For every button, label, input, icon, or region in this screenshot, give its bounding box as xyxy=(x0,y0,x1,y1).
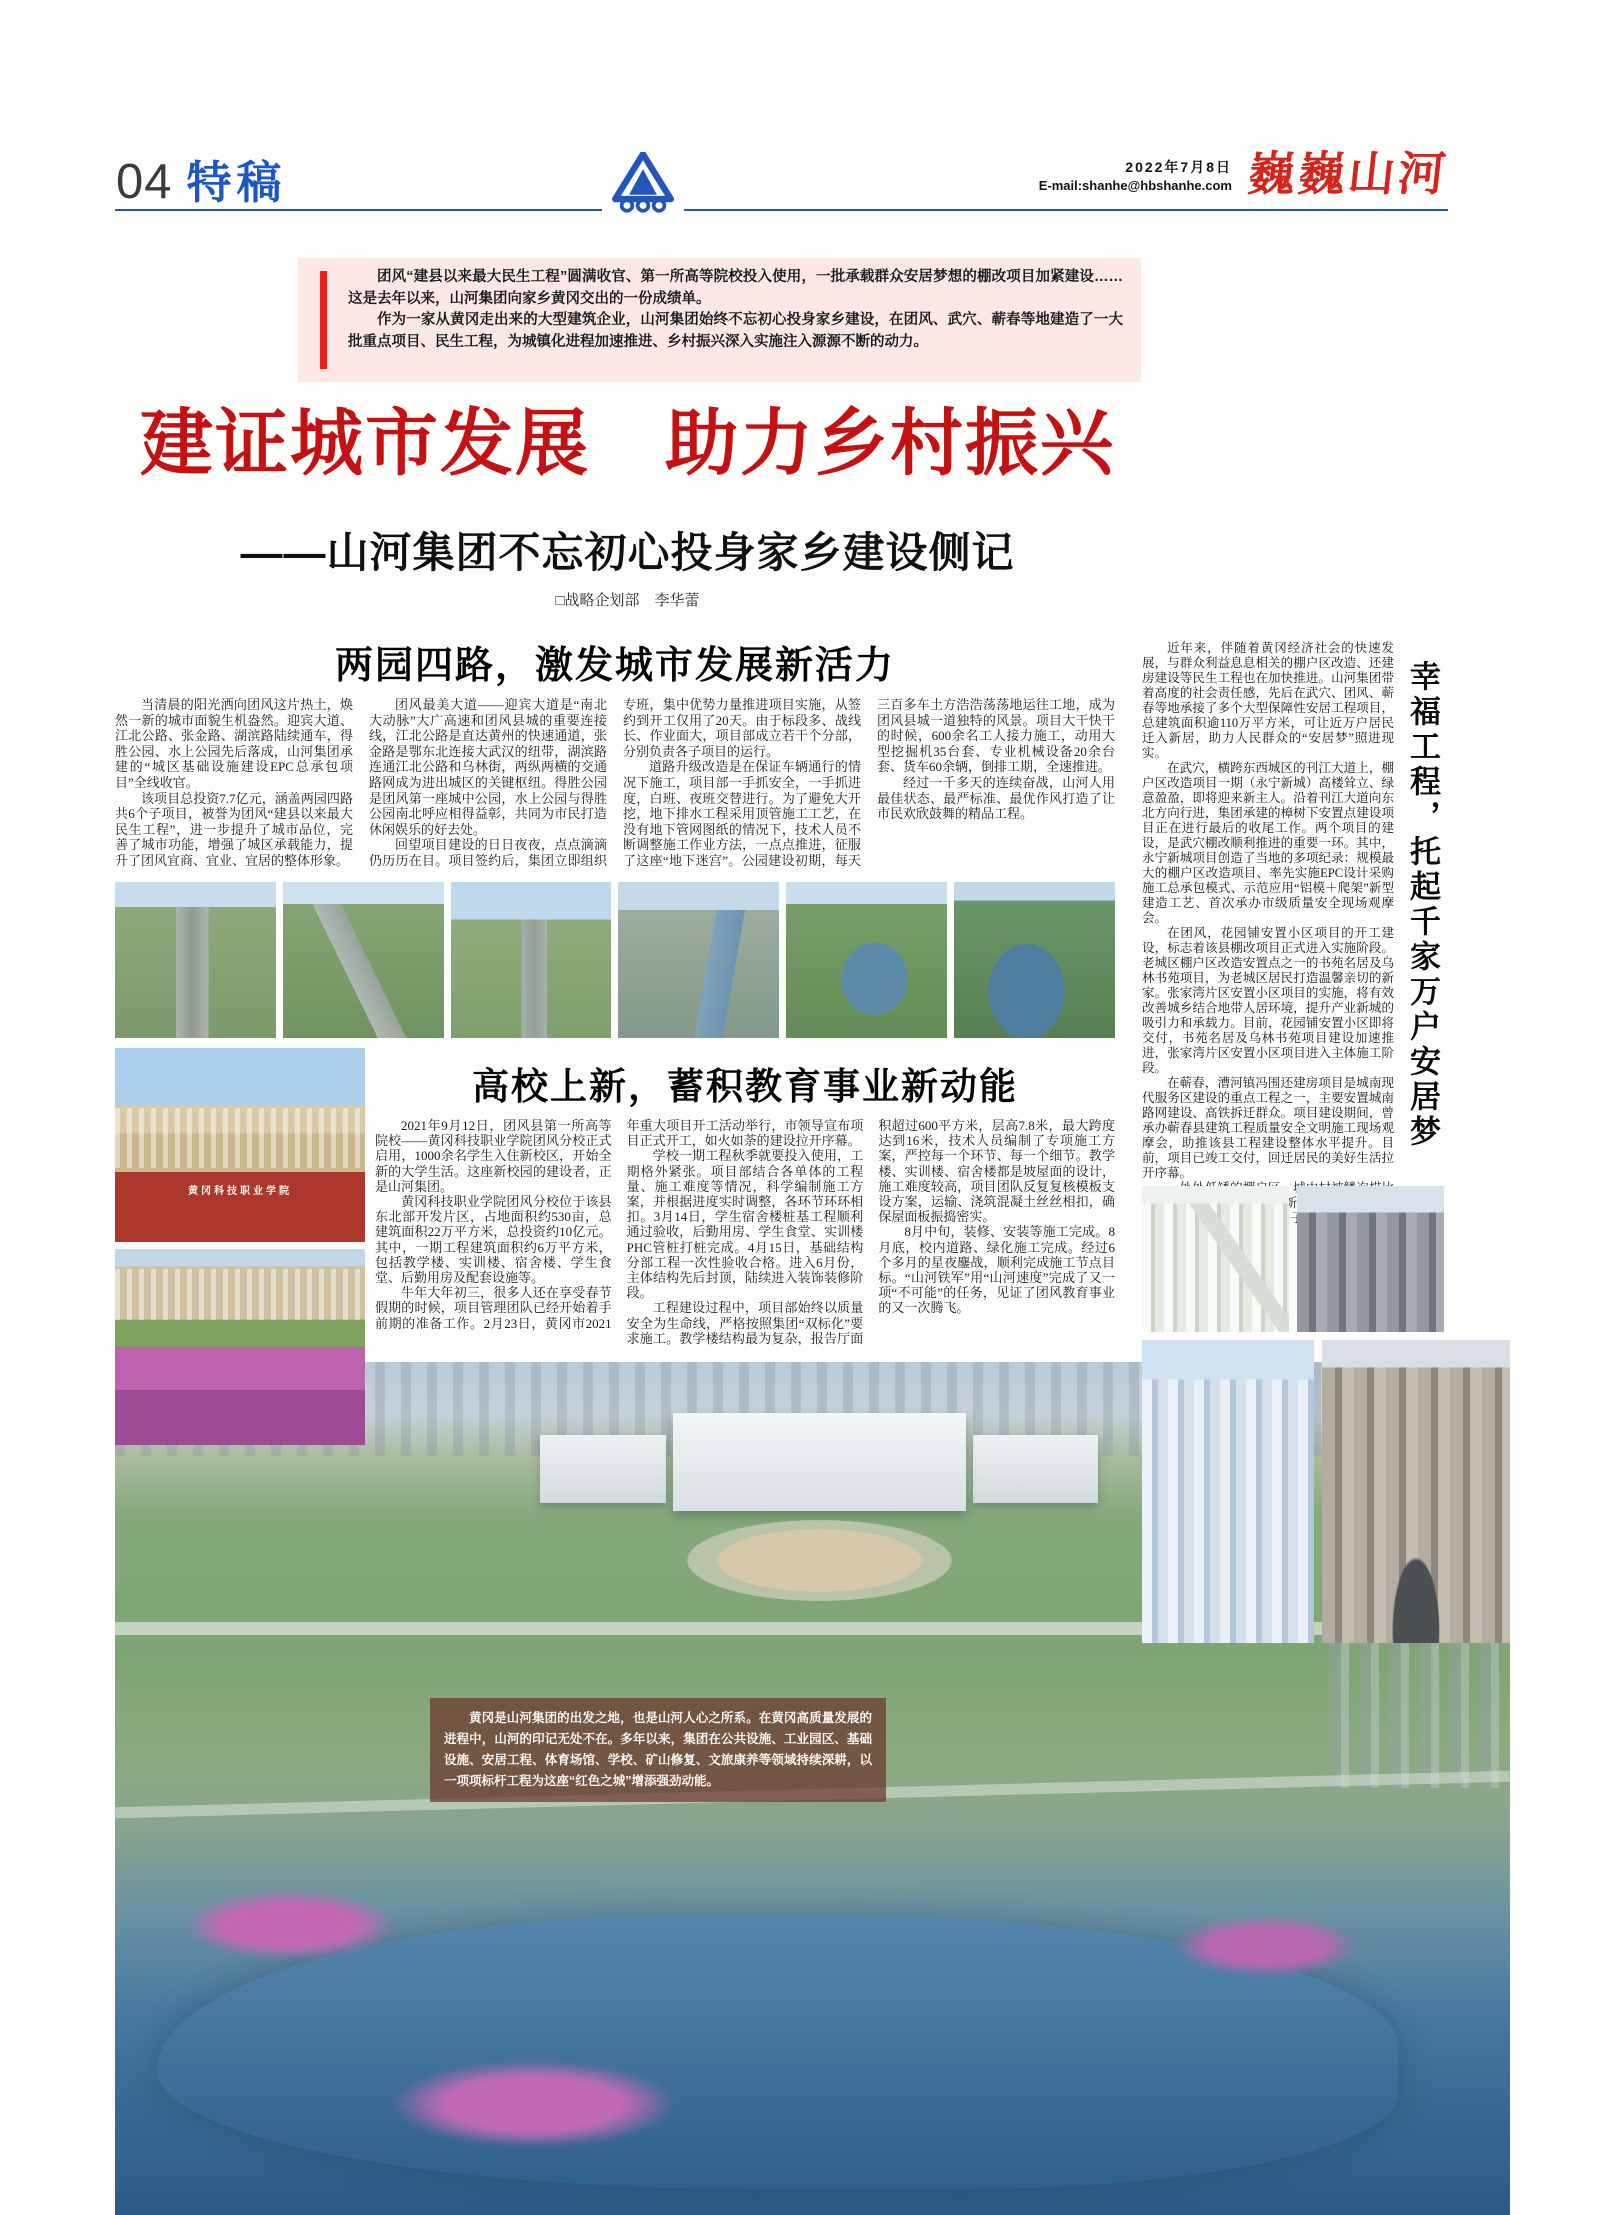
buildings-gate-photo xyxy=(1322,1340,1510,1643)
sidebar-photo-row xyxy=(1142,1186,1444,1332)
masthead: 巍巍山河 xyxy=(1245,149,1451,201)
photo-flower-bed xyxy=(185,1891,394,1959)
header-rule xyxy=(115,209,1448,211)
article1-paragraph: 当清晨的阳光洒向团风这片热土，焕然一新的城市面貌生机盎然。迎宾大道、江北公路、张金路、湖滨路陆续通车，得胜公园、水上公园先后落成，山河集团承建的“城区基础设施建设EPC总承包项目”全线收官。 xyxy=(115,697,353,790)
park-photo-2 xyxy=(954,882,1115,1038)
sidebar-paragraph: 近年来，伴随着黄冈经济社会的快速发展，与群众利益息息相关的棚户区改造、还建房建设等民生工程也在加快推进。山河集团带着高度的社会责任感，先后在武穴、团风、蕲春等地承接了多个大型保障性安居工程项目，总建筑面积逾110万平方米，可让近万户居民迁入新居，助力人民群众的“安居梦”照进现实。 xyxy=(1142,641,1394,760)
article1-paragraph: 团风最美大道——迎宾大道是“南北大动脉”大广高速和团风县城的重要连接线，江北公路是直达黄州的快速通道，张金路是鄂东北连接大武汉的纽带，湖滨路连通江北公路和乌林街，两纵两横的交通路网成为进出城区的关键枢纽。得胜公园是团风第一座城中公园，水上公园与得胜公园南北呼应相得益彰，共同为市民打造休闲娱乐的好去处。 xyxy=(369,697,607,837)
page-header-right xyxy=(1038,149,1451,202)
article1-body xyxy=(115,697,1115,869)
issue-date: 2022年7月8日 xyxy=(1125,158,1232,175)
lead-paragraph: 作为一家从黄冈走出来的大型建筑企业，山河集团始终不忘初心投身家乡建设，在团风、武穴、蕲春等地建造了一大批重点项目、民生工程，为城镇化进程加速推进、乡村振兴深入实施注入源源不断的动力。 xyxy=(348,312,1123,350)
article2-paragraph: 牛年大年初三，很多人还在享受春节假期的时候，项目管理团队已经开始着手前期的准备工作。2月23日，黄冈市2021年重大项目开工活动举行，市领导宣布项目正式开工，如火如荼的建设拉开序幕。 xyxy=(375,1118,864,1331)
towers-rendering-photo xyxy=(1142,1340,1314,1643)
sidebar-paragraph: 在蕲春，漕河镇冯围还建房项目是城南现代服务区建设的重点工程之一，主要安置城南路网建设、高铁拆迁群众。项目建设期间，曾承办蕲春县建筑工程质量安全文明施工现场观摩会，助推该县工程建设整体水平提升。目前，项目已竣工交付，回迁居民的美好生活拉开序幕。 xyxy=(1142,1076,1394,1180)
sidebar-paragraph: 在武穴，横跨东西城区的刊江大道上，棚户区改造项目一期（永宁新城）高楼耸立、绿意盈盈，即将迎来新主人。沿着刊江大道向东北方向行进，集团承建的樟树下安置点建设项目正在进行最后的收尾工作。两个项目的建设，是武穴棚改顺利推进的重要一环。其中，永宁新城项目创造了当地的多项纪录：规模最大的棚户区改造项目、率先实施EPC设计采购施工总承包模式、示范应用“铝模＋爬架”新型建造工艺、首次承办市级质量安全现场观摩会。 xyxy=(1142,761,1394,925)
road-photo-2 xyxy=(283,882,444,1038)
road-photo-1 xyxy=(115,882,276,1038)
section-name: 特稿 xyxy=(186,157,287,208)
byline: □战略企划部 李华蕾 xyxy=(555,592,700,609)
lead-accent-bar xyxy=(320,271,327,369)
photo-flower-bed xyxy=(394,2061,673,2146)
lead-text xyxy=(348,267,1123,353)
campus-gate-photo xyxy=(115,1048,365,1242)
photo-building-wing xyxy=(973,1435,1099,1503)
page-header-left xyxy=(116,146,287,211)
campus-sign-text: 黄冈科技职业学院 xyxy=(188,1185,292,1197)
road-photo-strip xyxy=(115,882,1115,1038)
road-photo-3 xyxy=(451,882,612,1038)
article1-paragraph: 道路升级改造是在保证车辆通行的情况下施工，项目部一手抓安全，一手抓进度，白班、夜班交替进行。为了避免大开挖，地下排水工程采用顶管施工工艺，在没有地下管网图纸的情况下，技术人员不断调整施工作业方法，一点点推进，征服了这座“地下迷宫”。公园建设初期，每天三百多车土方浩浩荡荡地运往工地，成为团风县城一道独特的风景。项目大干快干的时候，600余名工人接力施工，动用大型挖掘机35台套、专业机械设备20余台套、货车60余辆，倒排工期，全速推进。 xyxy=(623,697,1115,868)
article2-title: 高校上新，蓄积教育事业新动能 xyxy=(472,1067,1018,1108)
contact-email: E-mail:shanhe@hbshanhe.com xyxy=(1038,177,1232,193)
photo-caption: 黄冈是山河集团的出发之地，也是山河人心之所系。在黄冈高质量发展的进程中，山河的印记无处不在。多年以来，集团在公共设施、工业园区、基础设施、安居工程、体育场馆、学校、矿山修复、文旅康养等领域持续深耕，以一项项标杆工程为这座“红色之城”增添强劲动能。 xyxy=(430,1698,886,1802)
page-number: 04 xyxy=(116,155,173,209)
main-headline: 建证城市发展 助力乡村振兴 xyxy=(140,403,1115,484)
lead-box xyxy=(298,258,1141,382)
article1-paragraph: 经过一千多天的连续奋战，山河人用最佳状态、最严标准、最优作风打造了让市民欢欣鼓舞的精品工程。 xyxy=(877,774,1115,822)
article2-body xyxy=(375,1118,1115,1348)
photo-flower-bed xyxy=(1175,1916,1356,1976)
photo-plaza xyxy=(687,1520,952,1601)
photo-building-wing xyxy=(540,1435,666,1503)
sidebar-paragraph: 在团风，花园铺安置小区项目的开工建设，标志着该县棚改项目正式进入实施阶段。老城区棚户区改造安置点之一的书苑名居及乌林书苑项目，为老城区居民打造温馨亲切的新家。张家湾片区安置小区项目的实施，将有效改善城乡结合地带人居环境，提升产业新城的吸引力和承载力。目前，花园铺安置小区即将交付，书苑名居及乌林书苑项目建设加速推进，张家湾片区安置小区项目进入主体施工阶段。 xyxy=(1142,926,1394,1075)
photo-main-building xyxy=(673,1413,966,1511)
article2-paragraph: 2021年9月12日，团风县第一所高等院校——黄冈科技职业学院团风分校正式启用，1000余名学生入住新校区，开始全新的大学生活。这座新校园的建设者，正是山河集团。 xyxy=(375,1118,612,1194)
article2-paragraph: 学校一期工程秋季就要投入使用，工期格外紧张。项目部结合各单体的工程量、施工难度等情况，科学编制施工方案，并根据进度实时调整，各环节环环相扣。3月14日，学生宿舍楼桩基工程顺利通过验收，后勤用房、学生食堂、实训楼PHC管桩打桩完成。4月15日，基础结构分部工程一次性验收合格。进入6月份，主体结构先后封顶，陆续进入装饰装修阶段。 xyxy=(626,1148,864,1301)
article1-title: 两园四路，激发城市发展新活力 xyxy=(334,645,895,687)
park-photo-1 xyxy=(786,882,947,1038)
highrise-photo xyxy=(1297,1186,1444,1332)
article2-paragraph: 工程建设过程中，项目部始终以质量安全为生命线，严格按照集团“双标化”要求施工。教学楼结构最为复杂，报告厅面积超过600平方米，层高7.8米，最大跨度达到16米，技术人员编制了专项施工方案，严控每一个环节、每一个细节。教学楼、实训楼、宿舍楼都是坡屋面的设计，施工难度较高，项目团队反复复核模板支设方案，运输、浇筑混凝土丝丝相扣，确保屋面板振捣密实。 xyxy=(626,1118,1115,1346)
article1-paragraph: 回望项目建设的日日夜夜，点点滴滴仍历历在目。项目签约后，集团立即组织专班，集中优势力量推进项目实施，从签约到开工仅用了20天。由于标段多、战线长、作业面大，项目部成立若干个分部，分别负责各子项目的运行。 xyxy=(369,697,861,868)
article1-paragraph: 该项目总投资7.7亿元，涵盖两园四路共6个子项目，被誉为团风“建县以来最大民生工程”，进一步提升了城市品位，完善了城市功能，增强了城区承载能力，提升了团风宜商、宜业、宜居的整体形象。 xyxy=(115,790,353,868)
photo-detail xyxy=(115,1269,365,1320)
sub-headline: ——山河集团不忘初心投身家乡建设侧记 xyxy=(240,529,1015,576)
article2-paragraph: 8月中旬，装修、安装等施工完成。8月底，校内道路、绿化施工完成。经过6个多月的星夜鏖战，顺利完成施工节点目标。“山河铁军”用“山河速度”完成了又一项“不可能”的任务，见证了团风教育事业的又一次腾飞。 xyxy=(878,1224,1115,1316)
article2-paragraph: 黄冈科技职业学院团风分校位于该县东北部开发片区，占地面积约530亩，总建筑面积22万平方米，总投资约10亿元。其中，一期工程建筑面积约6万平方米，包括教学楼、实训楼、宿舍楼、学生食堂、后勤用房及配套设施等。 xyxy=(375,1194,612,1286)
city-river-photo xyxy=(618,882,779,1038)
lead-paragraph: 团风“建县以来最大民生工程”圆满收官、第一所高等院校投入使用，一批承载群众安居梦想的棚改项目加紧建设……这是去年以来，山河集团向家乡黄冈交出的一份成绩单。 xyxy=(348,269,1123,307)
sidebar-vertical-title: 幸福工程，托起千家万户安居梦 xyxy=(1405,660,1440,1150)
photo-detail xyxy=(115,1108,365,1168)
issue-info xyxy=(1039,157,1232,202)
campus-flowers-photo xyxy=(115,1249,365,1445)
residential-rendering-photo xyxy=(1142,1186,1289,1332)
article2-photo-column xyxy=(115,1048,365,1445)
shanhe-logo-icon xyxy=(602,150,684,216)
